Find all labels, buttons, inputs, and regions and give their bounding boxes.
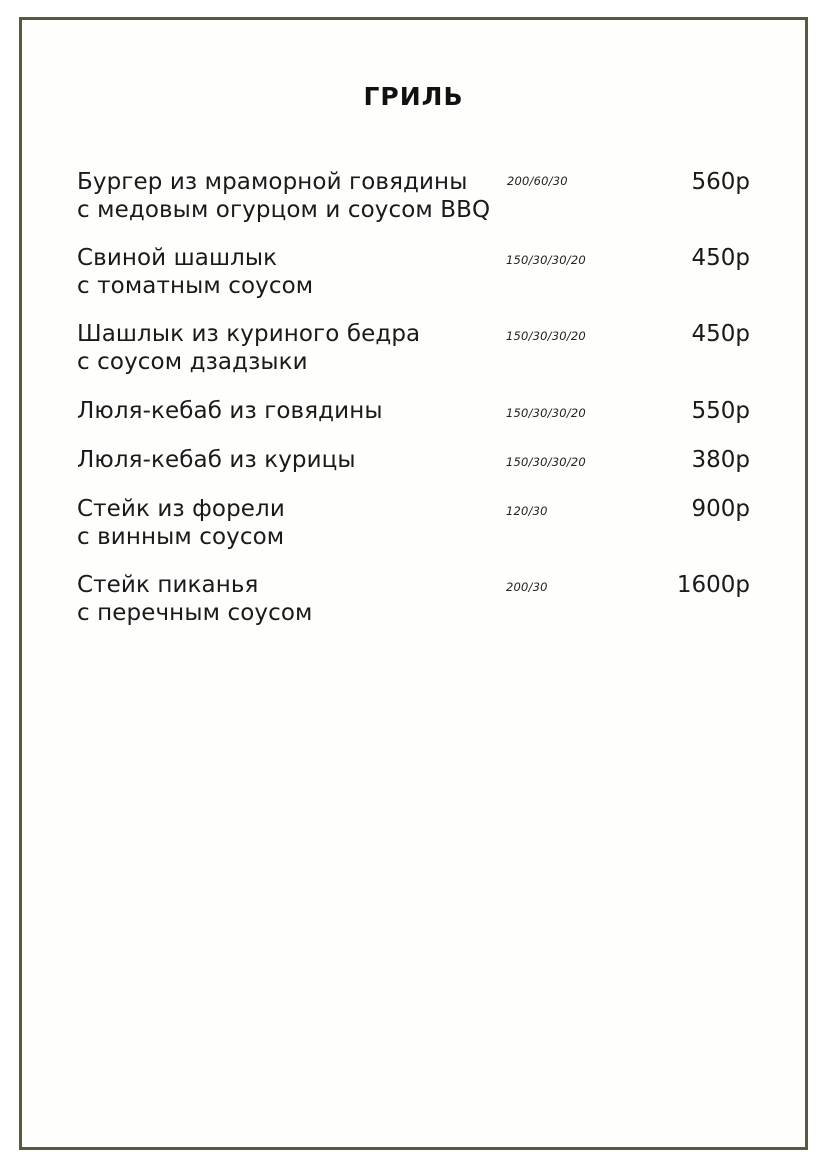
menu-item: [77, 168, 750, 224]
menu-item-name: Стейк из форели: [77, 496, 285, 522]
menu-item: [77, 571, 750, 627]
menu-item-weight: 150/30/30/20: [506, 455, 586, 469]
menu-item-weight: 150/30/30/20: [506, 329, 586, 343]
menu-item: [77, 320, 750, 376]
menu-item-weight: 120/30: [506, 504, 548, 518]
menu-item-name: Бургер из мраморной говядины: [77, 169, 468, 195]
menu-item-price: 1600р: [676, 572, 750, 598]
menu-item-weight: 200/60/30: [507, 174, 568, 188]
menu-item: [77, 244, 750, 300]
menu-item-weight: 200/30: [506, 580, 548, 594]
menu-item-name: Люля-кебаб из говядины: [77, 398, 383, 424]
menu-item-description: с винным соусом: [77, 524, 285, 550]
menu-item-name: Стейк пиканья: [77, 572, 259, 598]
menu-item-weight: 150/30/30/20: [506, 253, 586, 267]
menu-item: [77, 495, 750, 551]
menu-item-description: с соусом дзадзыки: [77, 349, 308, 375]
menu-item-name: Люля-кебаб из курицы: [77, 447, 356, 473]
menu-item-price: 550р: [691, 398, 750, 424]
menu-item-price: 450р: [691, 245, 750, 271]
menu-item-name: Свиной шашлык: [77, 245, 278, 271]
menu-item-price: 380р: [691, 447, 750, 473]
menu-item-name: Шашлык из куриного бедра: [77, 321, 421, 347]
menu-section-title: ГРИЛЬ: [363, 82, 464, 111]
menu-item-price: 450р: [691, 321, 750, 347]
menu-item-description: с медовым огурцом и соусом BBQ: [77, 197, 491, 223]
menu-item-weight: 150/30/30/20: [506, 406, 586, 420]
menu-item: [77, 397, 750, 425]
menu-item-price: 900р: [691, 496, 750, 522]
menu-item: [77, 446, 750, 474]
menu-item-description: с томатным соусом: [77, 273, 314, 299]
menu-item-price: 560р: [691, 169, 750, 195]
menu-item-description: с перечным соусом: [77, 600, 313, 626]
